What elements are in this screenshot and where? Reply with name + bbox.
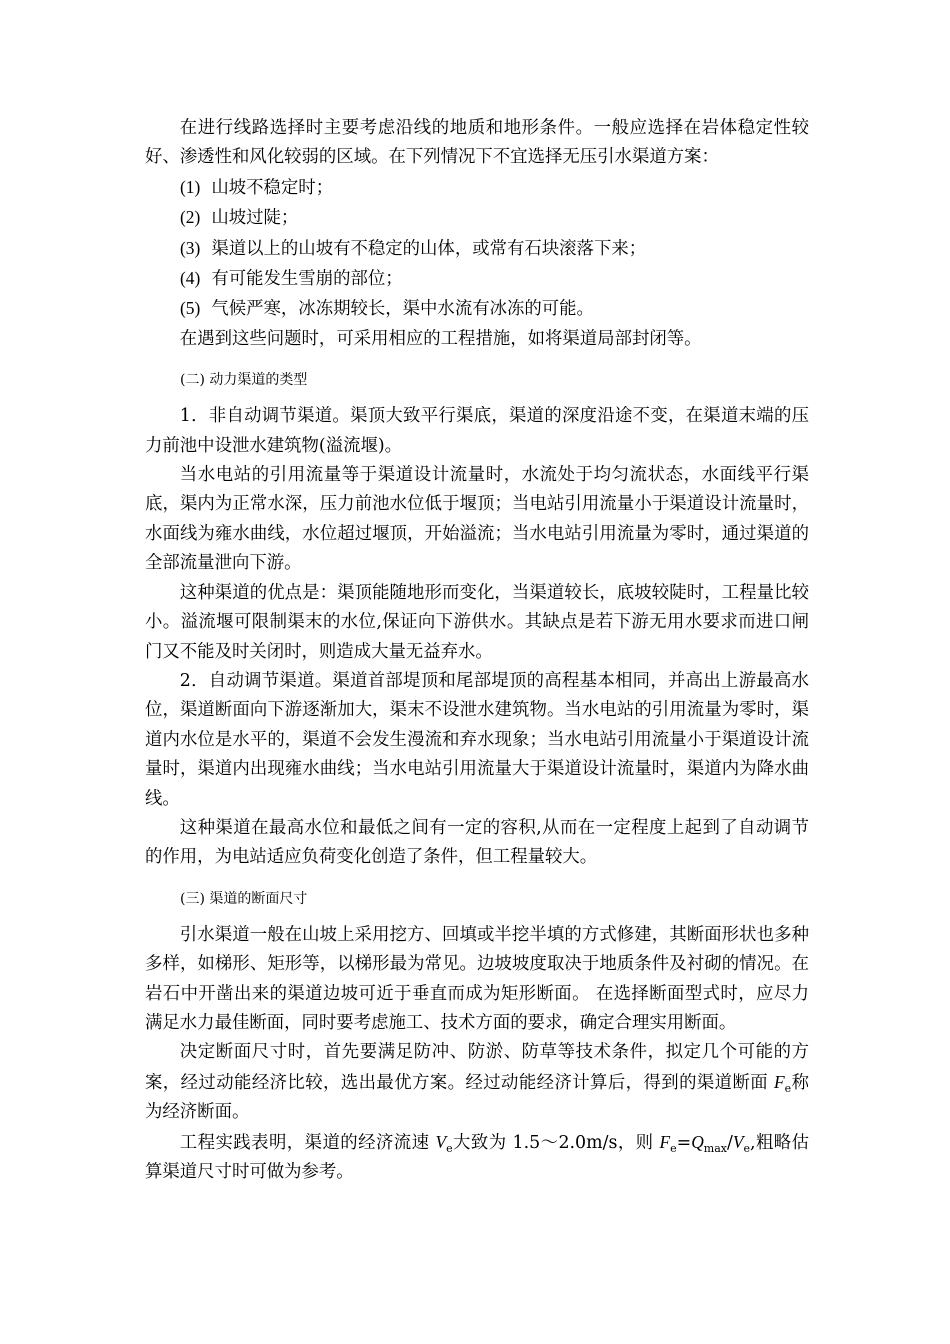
section-heading-channel-types: (二) 动力渠道的类型 xyxy=(180,372,308,389)
document-page xyxy=(145,114,809,1187)
flow-state-paragraph: 当水电站的引用流量等于渠道设计流量时，水流处于均匀流状态，水面线平行渠底，渠内为正常水深，压力前池水位低于堰顶；当电站引用流量小于渠道设计流量时，水面线为雍水曲线，水位超过堰顶，开始溢流；当水电站引用流量为零时，通过渠道的全部流量泄向下游。 xyxy=(145,465,809,574)
subscript-e: e xyxy=(670,1141,677,1155)
cross-section-shape-paragraph: 引水渠道一般在山坡上采用挖方、回填或半挖半填的方式修建，其断面形状也多种多样，如梯形、矩形等，以梯形最为常见。边坡坡度取决于地质条件及衬砌的情况。在岩石中开凿出来的渠道边坡可近于垂直而成为矩形断面。 在选择断面型式时，应尽力满足水力最佳断面，同时要考虑施工、技术方面的要求，确定合理实用断面。 xyxy=(145,924,809,1033)
list-item-number: (3) xyxy=(180,237,201,258)
auto-channel-summary-paragraph: 这种渠道在最高水位和最低之间有一定的容积,从而在一定程度上起到了自动调节的作用，为电站适应负荷变化创造了条件，但工程量较大。 xyxy=(145,817,809,868)
measures-paragraph: 在遇到这些问题时，可采用相应的工程措施，如将渠道局部封闭等。 xyxy=(179,328,702,349)
symbol-Q: Q xyxy=(691,1131,704,1152)
slash-sign: / xyxy=(726,1132,733,1153)
list-item xyxy=(145,264,809,294)
intro-paragraph: 在进行线路选择时主要考虑沿线的地质和地形条件。一般应选择在岩体稳定性较好、渗透性和风化较弱的区域。在下列情况下不宜选择无压引水渠道方案： xyxy=(145,118,809,168)
section-heading-cross-section: (三) 渠道的断面尺寸 xyxy=(180,890,308,907)
list-item-number: (4) xyxy=(180,268,201,289)
subscript-e: e xyxy=(446,1141,453,1155)
list-item-text: 有可能发生雪崩的部位； xyxy=(211,269,403,290)
symbol-V: V xyxy=(732,1131,744,1152)
auto-channel-paragraph: 2．自动调节渠道。渠道首部堤顶和尾部堤顶的高程基本相同，并高出上游最高水位，渠道断面向下游逐渐加大，渠末不设泄水建筑物。当水电站的引用流量为零时，渠道内水位是水平的，渠道不会发生漫流和弃水现象；当水电站引用流量小于渠道设计流量时，渠道内出现雍水曲线；当水电站引用流量大于渠道设计流量时，渠道内为降水曲线。 xyxy=(145,670,809,809)
text-run: 工程实践表明，渠道的经济流速 xyxy=(179,1132,430,1153)
pros-cons-paragraph: 这种渠道的优点是：渠顶能随地形而变化，当渠道较长，底坡较陡时，工程量比较小。溢流堰可限制渠末的水位,保证向下游供水。其缺点是若下游无用水要求而进口闸门又不能及时关闭时，则造成大量无益弃水。 xyxy=(145,582,809,662)
subscript-e: e xyxy=(743,1141,750,1155)
symbol-V: V xyxy=(435,1131,447,1152)
list-item-text: 山坡不稳定时； xyxy=(211,177,334,198)
list-item xyxy=(145,234,809,264)
list-item-text: 渠道以上的山坡有不稳定的山体，或常有石块滚落下来； xyxy=(211,238,647,259)
non-auto-channel-paragraph: 1．非自动调节渠道。渠顶大致平行渠底，渠道的深度沿途不变，在渠道末端的压力前池中设泄水建筑物(溢流堰)。 xyxy=(145,406,809,456)
list-item-text: 气候严寒，冰冻期较长，渠中水流有冰冻的可能。 xyxy=(211,299,594,320)
condition-list xyxy=(145,173,809,325)
text-run: 大致为 1.5～2.0m/s，则 xyxy=(452,1132,654,1153)
economic-section-paragraph xyxy=(145,1038,809,1127)
subscript-e: e xyxy=(784,1081,792,1095)
list-item-number: (1) xyxy=(180,176,201,197)
symbol-F: F xyxy=(659,1131,671,1152)
list-item-number: (5) xyxy=(180,298,201,319)
symbol-F: F xyxy=(774,1071,785,1092)
list-item xyxy=(145,294,809,324)
list-item xyxy=(145,173,809,203)
economic-velocity-paragraph xyxy=(145,1128,809,1188)
text-run: 决定断面尺寸时，首先要满足防冲、防淤、防草等技术条件，拟定几个可能的方案，经过动能经济比较，选出最优方案。经过动能经济计算后，得到的渠道断面 xyxy=(145,1042,809,1093)
list-item xyxy=(145,203,809,233)
subscript-max: max xyxy=(703,1141,727,1155)
equals-sign: = xyxy=(676,1132,692,1153)
list-item-text: 山坡过陡； xyxy=(211,208,299,229)
list-item-number: (2) xyxy=(180,207,201,228)
text-run: 称为经济断面。 xyxy=(145,1072,809,1123)
text-run: ,粗略估算渠道尺寸时可做为参考。 xyxy=(145,1132,810,1182)
